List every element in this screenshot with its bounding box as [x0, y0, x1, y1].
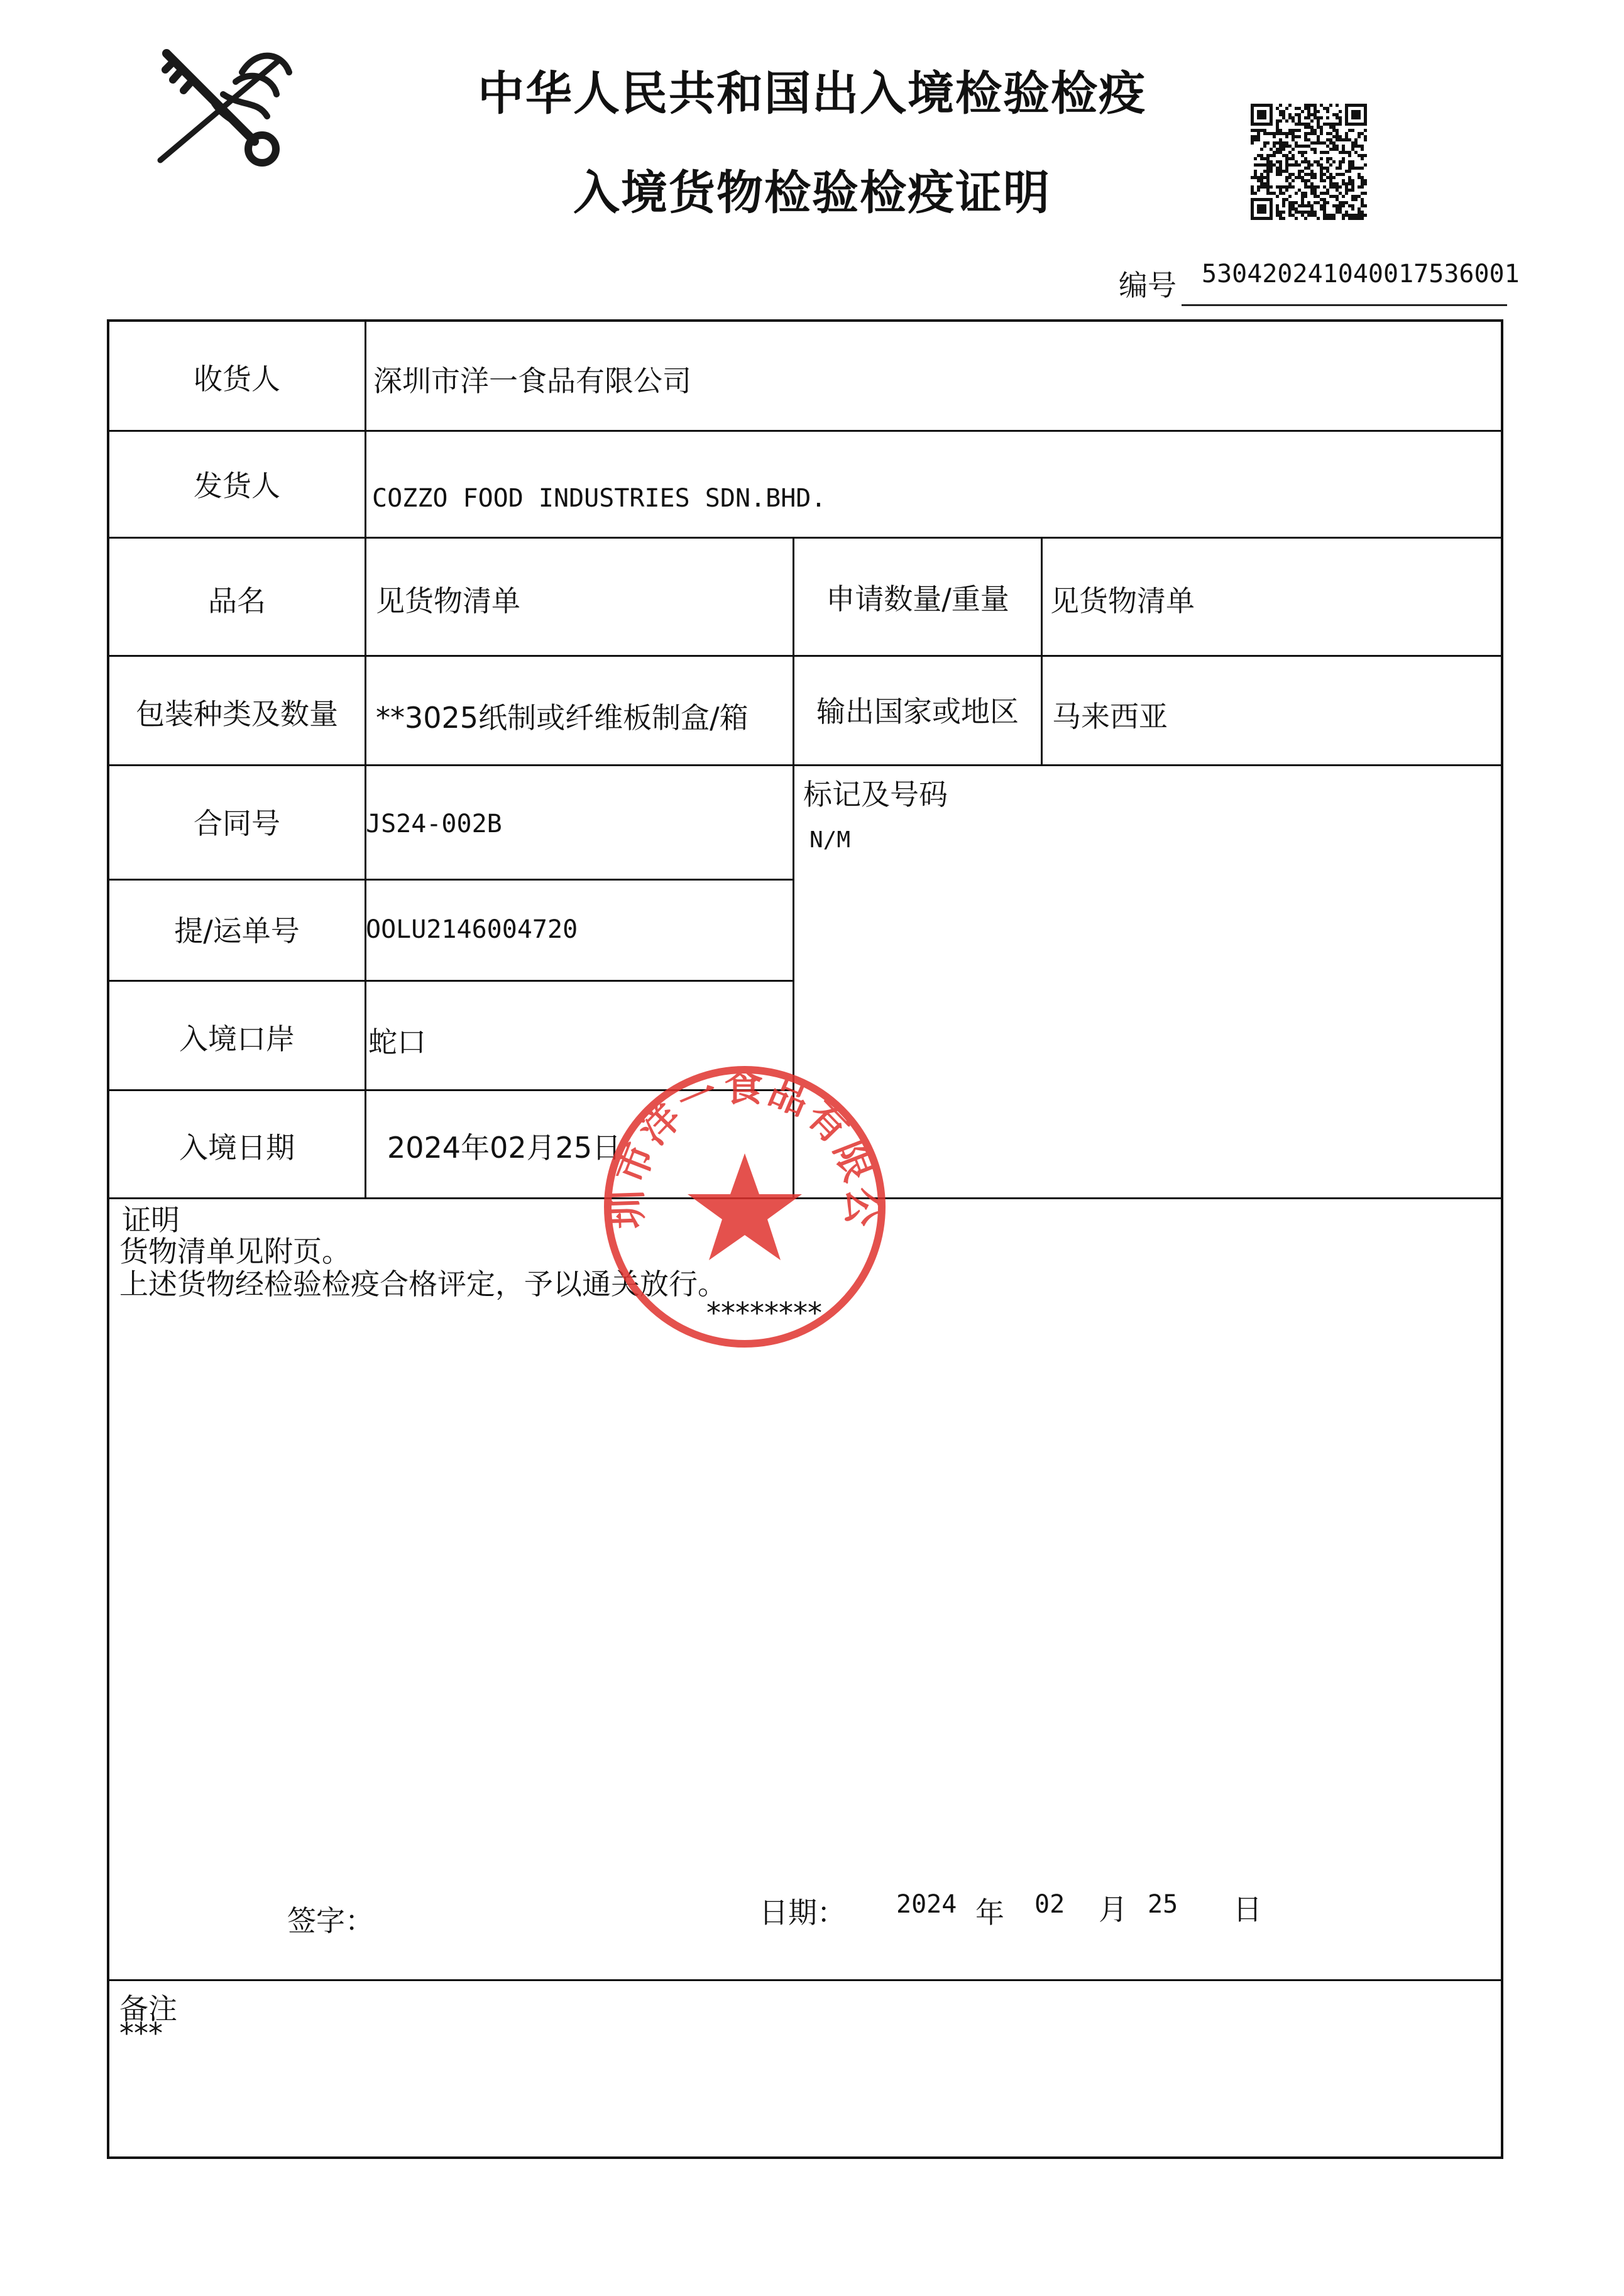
signature-year-unit: 年 [975, 1896, 1004, 1930]
row-divider [109, 879, 794, 881]
contract-label: 合同号 [194, 806, 280, 840]
entry-date-value: 2024年02月25日 [387, 1131, 622, 1165]
document-title-line2: 入境货物检验检疫证明 [573, 166, 1051, 220]
signature-label: 签字： [287, 1904, 374, 1938]
signature-month-unit: 月 [1099, 1892, 1127, 1926]
signature-date-label: 日期： [759, 1896, 846, 1930]
quantity-label: 申请数量/重量 [826, 582, 1009, 616]
marks-label: 标记及号码 [803, 777, 948, 811]
entry-date-label: 入境日期 [179, 1131, 295, 1165]
company-seal-icon [597, 1059, 892, 1354]
product-label: 品名 [208, 584, 266, 618]
package-label: 包装种类及数量 [136, 697, 338, 731]
consignor-value: COZZO FOOD INDUSTRIES SDN.BHD. [372, 484, 826, 513]
row-divider [109, 764, 1501, 766]
port-label: 入境口岸 [179, 1022, 295, 1056]
certification-line1: 货物清单见附页。 [119, 1234, 351, 1268]
signature-year: 2024 [896, 1890, 957, 1919]
marks-value: N/M [809, 827, 851, 853]
bl-value: OOLU2146004720 [366, 915, 578, 944]
package-value: **3025纸制或纤维板制盒/箱 [376, 701, 749, 735]
document-title-line1: 中华人民共和国出入境检验检疫 [478, 67, 1146, 121]
certification-line2: 上述货物经检验检疫合格评定，予以通关放行。 [119, 1267, 727, 1301]
product-value: 见货物清单 [376, 584, 520, 618]
signature-day-unit: 日 [1233, 1892, 1262, 1926]
row-divider [109, 430, 1501, 432]
serial-number: 530420241040017536001 [1202, 260, 1520, 288]
bl-label: 提/运单号 [174, 914, 300, 948]
column-divider [1041, 537, 1043, 764]
row-divider [109, 1979, 1501, 1981]
row-divider [109, 537, 1501, 539]
masked-text: ******** [706, 1296, 822, 1330]
svg-text:深圳市洋一食品有限公司: 圳市洋一食品有限公 [604, 1064, 886, 1230]
remarks-value: *** [119, 2016, 163, 2050]
consignee-value: 深圳市洋一食品有限公司 [373, 364, 691, 398]
contract-value: JS24-002B [366, 810, 502, 838]
origin-value: 马来西亚 [1052, 700, 1168, 733]
row-divider [109, 655, 1501, 657]
consignee-label: 收货人 [194, 362, 280, 396]
signature-month: 02 [1034, 1890, 1065, 1919]
serial-label: 编号 [1119, 268, 1177, 302]
origin-label: 输出国家或地区 [816, 695, 1019, 728]
certification-heading: 证明 [122, 1203, 180, 1237]
consignor-label: 发货人 [194, 469, 280, 503]
row-divider [109, 980, 794, 982]
remarks-heading: 备注 [119, 1992, 177, 2026]
quantity-value: 见货物清单 [1050, 584, 1195, 618]
qr-code-icon [1251, 104, 1367, 220]
port-value: 蛇口 [368, 1025, 426, 1059]
signature-day: 25 [1148, 1890, 1178, 1919]
column-divider [365, 322, 366, 1197]
serial-underline [1182, 304, 1507, 306]
